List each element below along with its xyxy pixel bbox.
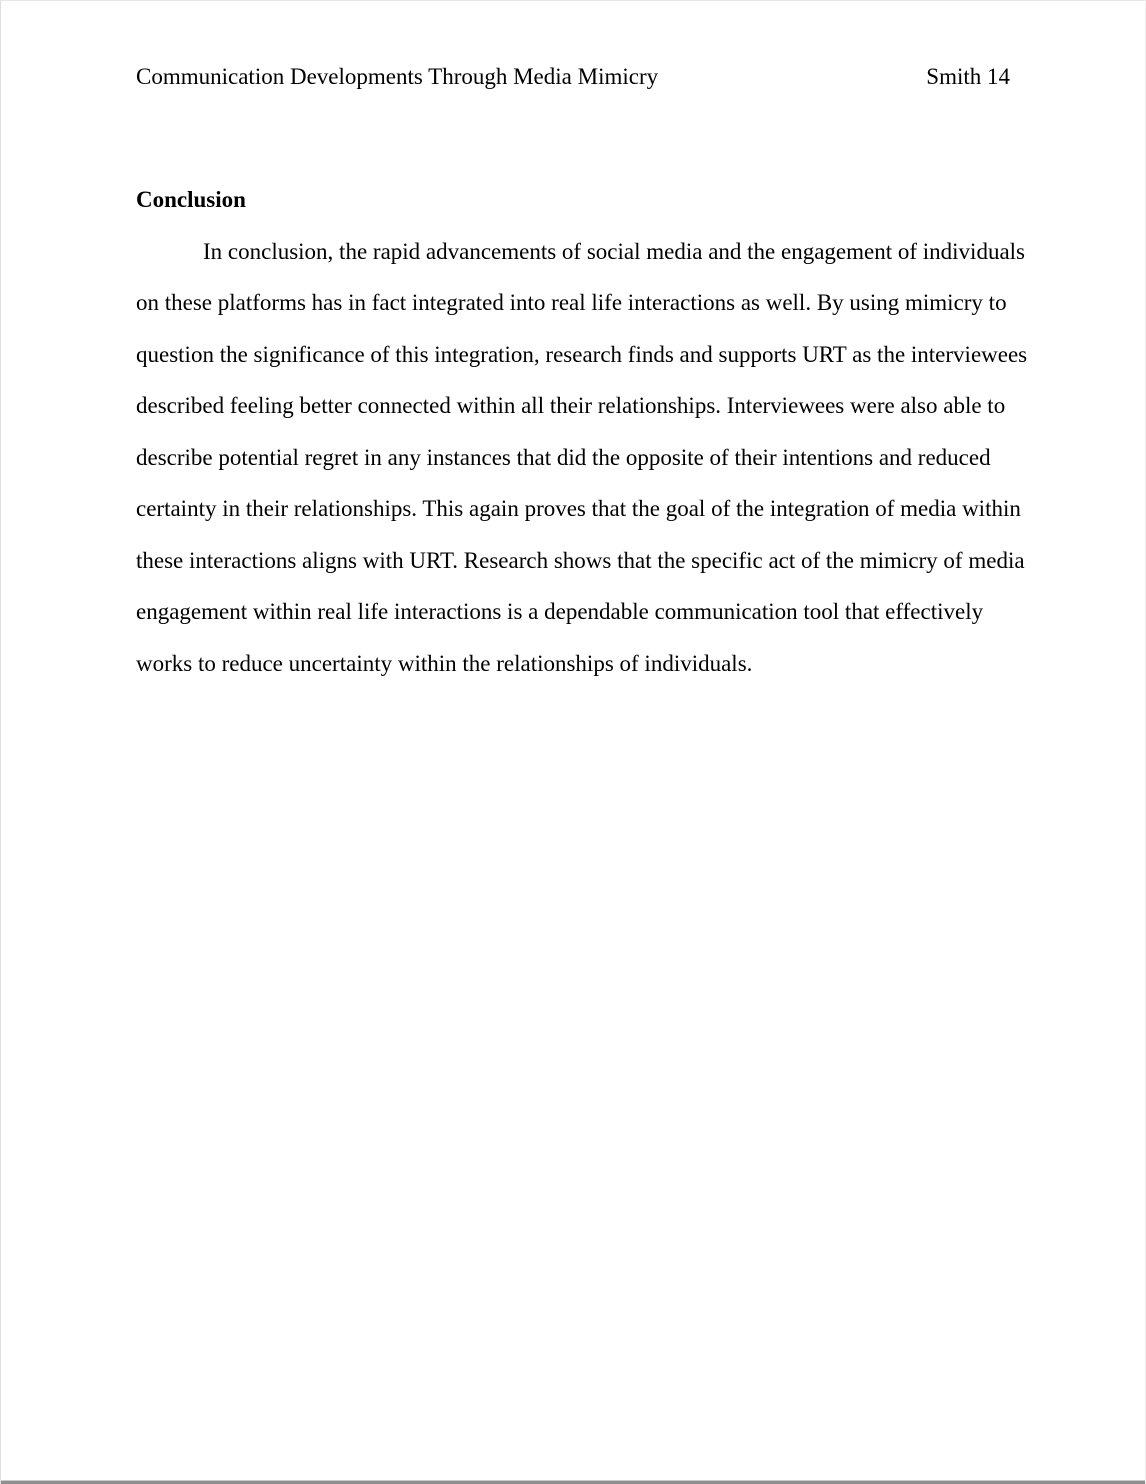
paragraph-line: works to reduce uncertainty within the relationships of individuals.	[136, 650, 753, 676]
running-header	[136, 1, 1010, 91]
document-body	[136, 174, 1028, 689]
page-number: Smith 14	[926, 64, 1010, 89]
page-bottom-edge	[1, 1480, 1145, 1484]
section-heading: Conclusion	[136, 187, 246, 212]
paragraph-line: described feeling better connected within all their relationships. Interviewees were also able to	[136, 393, 1006, 418]
paragraph-line: certainty in their relationships. This again proves that the goal of the integration of media within	[136, 496, 1021, 521]
paragraph-line: these interactions aligns with URT. Research shows that the specific act of the mimicry of media	[136, 547, 1025, 573]
paragraph	[136, 226, 1028, 690]
paragraph-line: on these platforms has in fact integrated into real life interactions as well. By using mimicry to	[136, 290, 1007, 315]
paragraph-line: describe potential regret in any instances that did the opposite of their intentions and reduced	[136, 444, 991, 470]
paragraph-line: In conclusion, the rapid advancements of social media and the engagement of individuals	[203, 238, 1025, 264]
paragraph-line: engagement within real life interactions is a dependable communication tool that effectively	[136, 599, 984, 624]
running-head-title: Communication Developments Through Media Mimicry	[136, 64, 659, 89]
paragraph-line: question the significance of this integration, research finds and supports URT as the interviewees	[136, 341, 1028, 367]
